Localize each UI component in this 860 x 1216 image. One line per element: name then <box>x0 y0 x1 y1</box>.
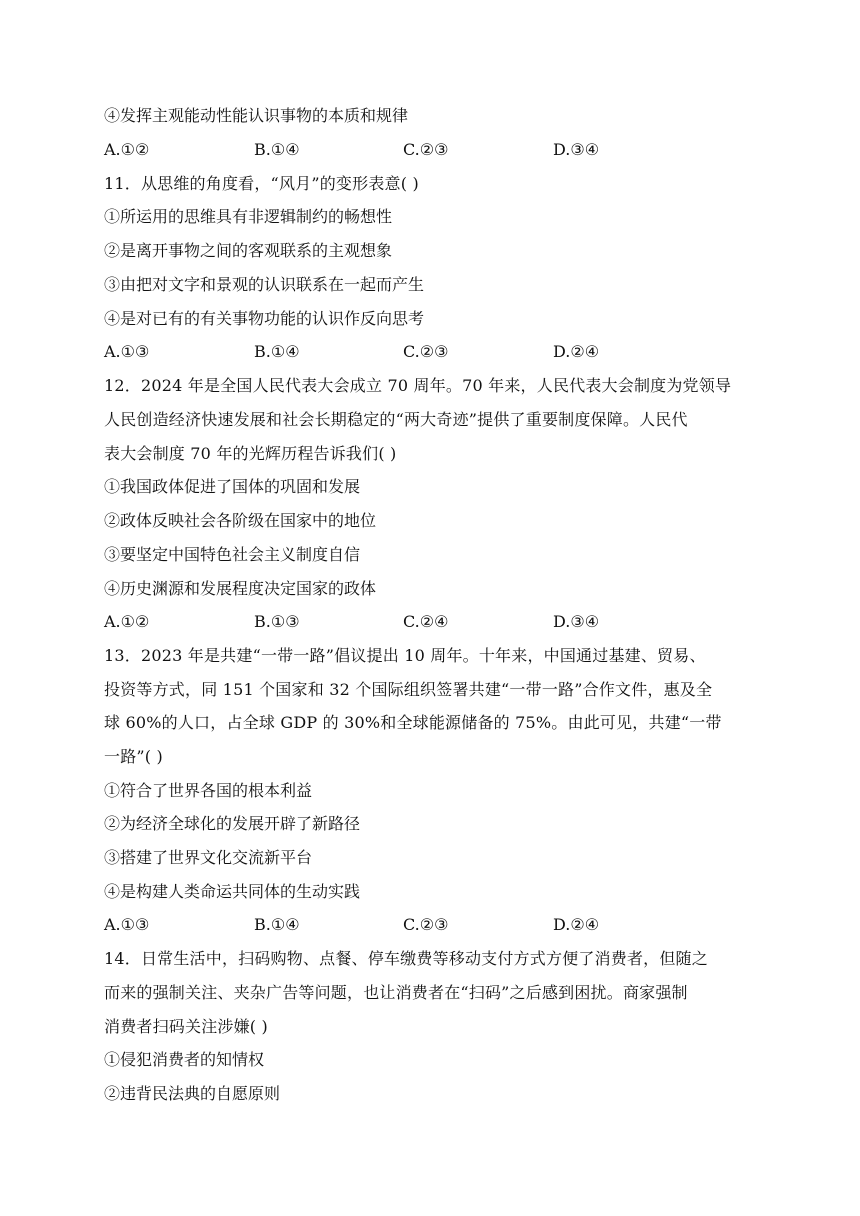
q13-stem-line-4: 一路”( ) <box>104 747 163 766</box>
q11-option-b: B.①④ <box>254 342 300 361</box>
q13-option-d: D.②④ <box>553 915 600 934</box>
q13-stem-line-2: 投资等方式，同 151 个国家和 32 个国际组织签署共建“一带一路”合作文件，惠及全 <box>104 680 713 699</box>
q12-option-c: C.②④ <box>403 612 449 631</box>
q12-option-b: B.①③ <box>254 612 300 631</box>
q10-option-a: A.①② <box>104 140 150 159</box>
q13-statement-2: ②为经济全球化的发展开辟了新路径 <box>104 814 361 833</box>
q13-stem-line-1: 13．2023 年是共建“一带一路”倡议提出 10 周年。十年来，中国通过基建、贸易、 <box>104 646 706 665</box>
q10-option-b: B.①④ <box>254 140 300 159</box>
q10-option-c: C.②③ <box>403 140 449 159</box>
q11-statement-1: ①所运用的思维具有非逻辑制约的畅想性 <box>104 207 393 226</box>
q12-statement-4: ④历史渊源和发展程度决定国家的政体 <box>104 579 377 598</box>
q12-stem-line-2: 人民创造经济快速发展和社会长期稳定的“两大奇迹”提供了重要制度保障。人民代 <box>104 410 688 429</box>
q12-statement-3: ③要坚定中国特色社会主义制度自信 <box>104 545 361 564</box>
q10-statement-4: ④发挥主观能动性能认识事物的本质和规律 <box>104 106 409 125</box>
q14-stem-line-2: 而来的强制关注、夹杂广告等问题，也让消费者在“扫码”之后感到困扰。商家强制 <box>104 983 688 1002</box>
q12-statement-2: ②政体反映社会各阶级在国家中的地位 <box>104 511 377 530</box>
q11-stem: 11．从思维的角度看，“风月”的变形表意( ) <box>104 174 419 193</box>
q12-option-d: D.③④ <box>553 612 600 631</box>
q13-option-c: C.②③ <box>403 915 449 934</box>
q12-statement-1: ①我国政体促进了国体的巩固和发展 <box>104 477 361 496</box>
q12-option-a: A.①② <box>104 612 150 631</box>
q11-statement-4: ④是对已有的有关事物功能的认识作反向思考 <box>104 309 425 328</box>
q11-option-c: C.②③ <box>403 342 449 361</box>
q11-statement-3: ③由把对文字和景观的认识联系在一起而产生 <box>104 275 425 294</box>
q14-stem-line-1: 14．日常生活中，扫码购物、点餐、停车缴费等移动支付方式方便了消费者，但随之 <box>104 949 708 968</box>
q11-statement-2: ②是离开事物之间的客观联系的主观想象 <box>104 241 393 260</box>
q14-statement-2: ②违背民法典的自愿原则 <box>104 1084 281 1103</box>
q14-stem-line-3: 消费者扫码关注涉嫌( ) <box>104 1017 268 1036</box>
q13-option-b: B.①④ <box>254 915 300 934</box>
q13-option-a: A.①③ <box>104 915 150 934</box>
q10-option-d: D.③④ <box>553 140 600 159</box>
q11-option-a: A.①③ <box>104 342 150 361</box>
q13-statement-1: ①符合了世界各国的根本利益 <box>104 781 313 800</box>
q13-statement-4: ④是构建人类命运共同体的生动实践 <box>104 882 361 901</box>
q13-stem-line-3: 球 60%的人口，占全球 GDP 的 30%和全球能源储备的 75%。由此可见，共建“一带 <box>104 713 722 732</box>
q13-statement-3: ③搭建了世界文化交流新平台 <box>104 848 313 867</box>
q12-stem-line-3: 表大会制度 70 年的光辉历程告诉我们( ) <box>104 444 397 463</box>
q12-stem-line-1: 12．2024 年是全国人民代表大会成立 70 周年。70 年来，人民代表大会制度为党领导 <box>104 376 732 395</box>
q14-statement-1: ①侵犯消费者的知情权 <box>104 1050 265 1069</box>
q11-option-d: D.②④ <box>553 342 600 361</box>
